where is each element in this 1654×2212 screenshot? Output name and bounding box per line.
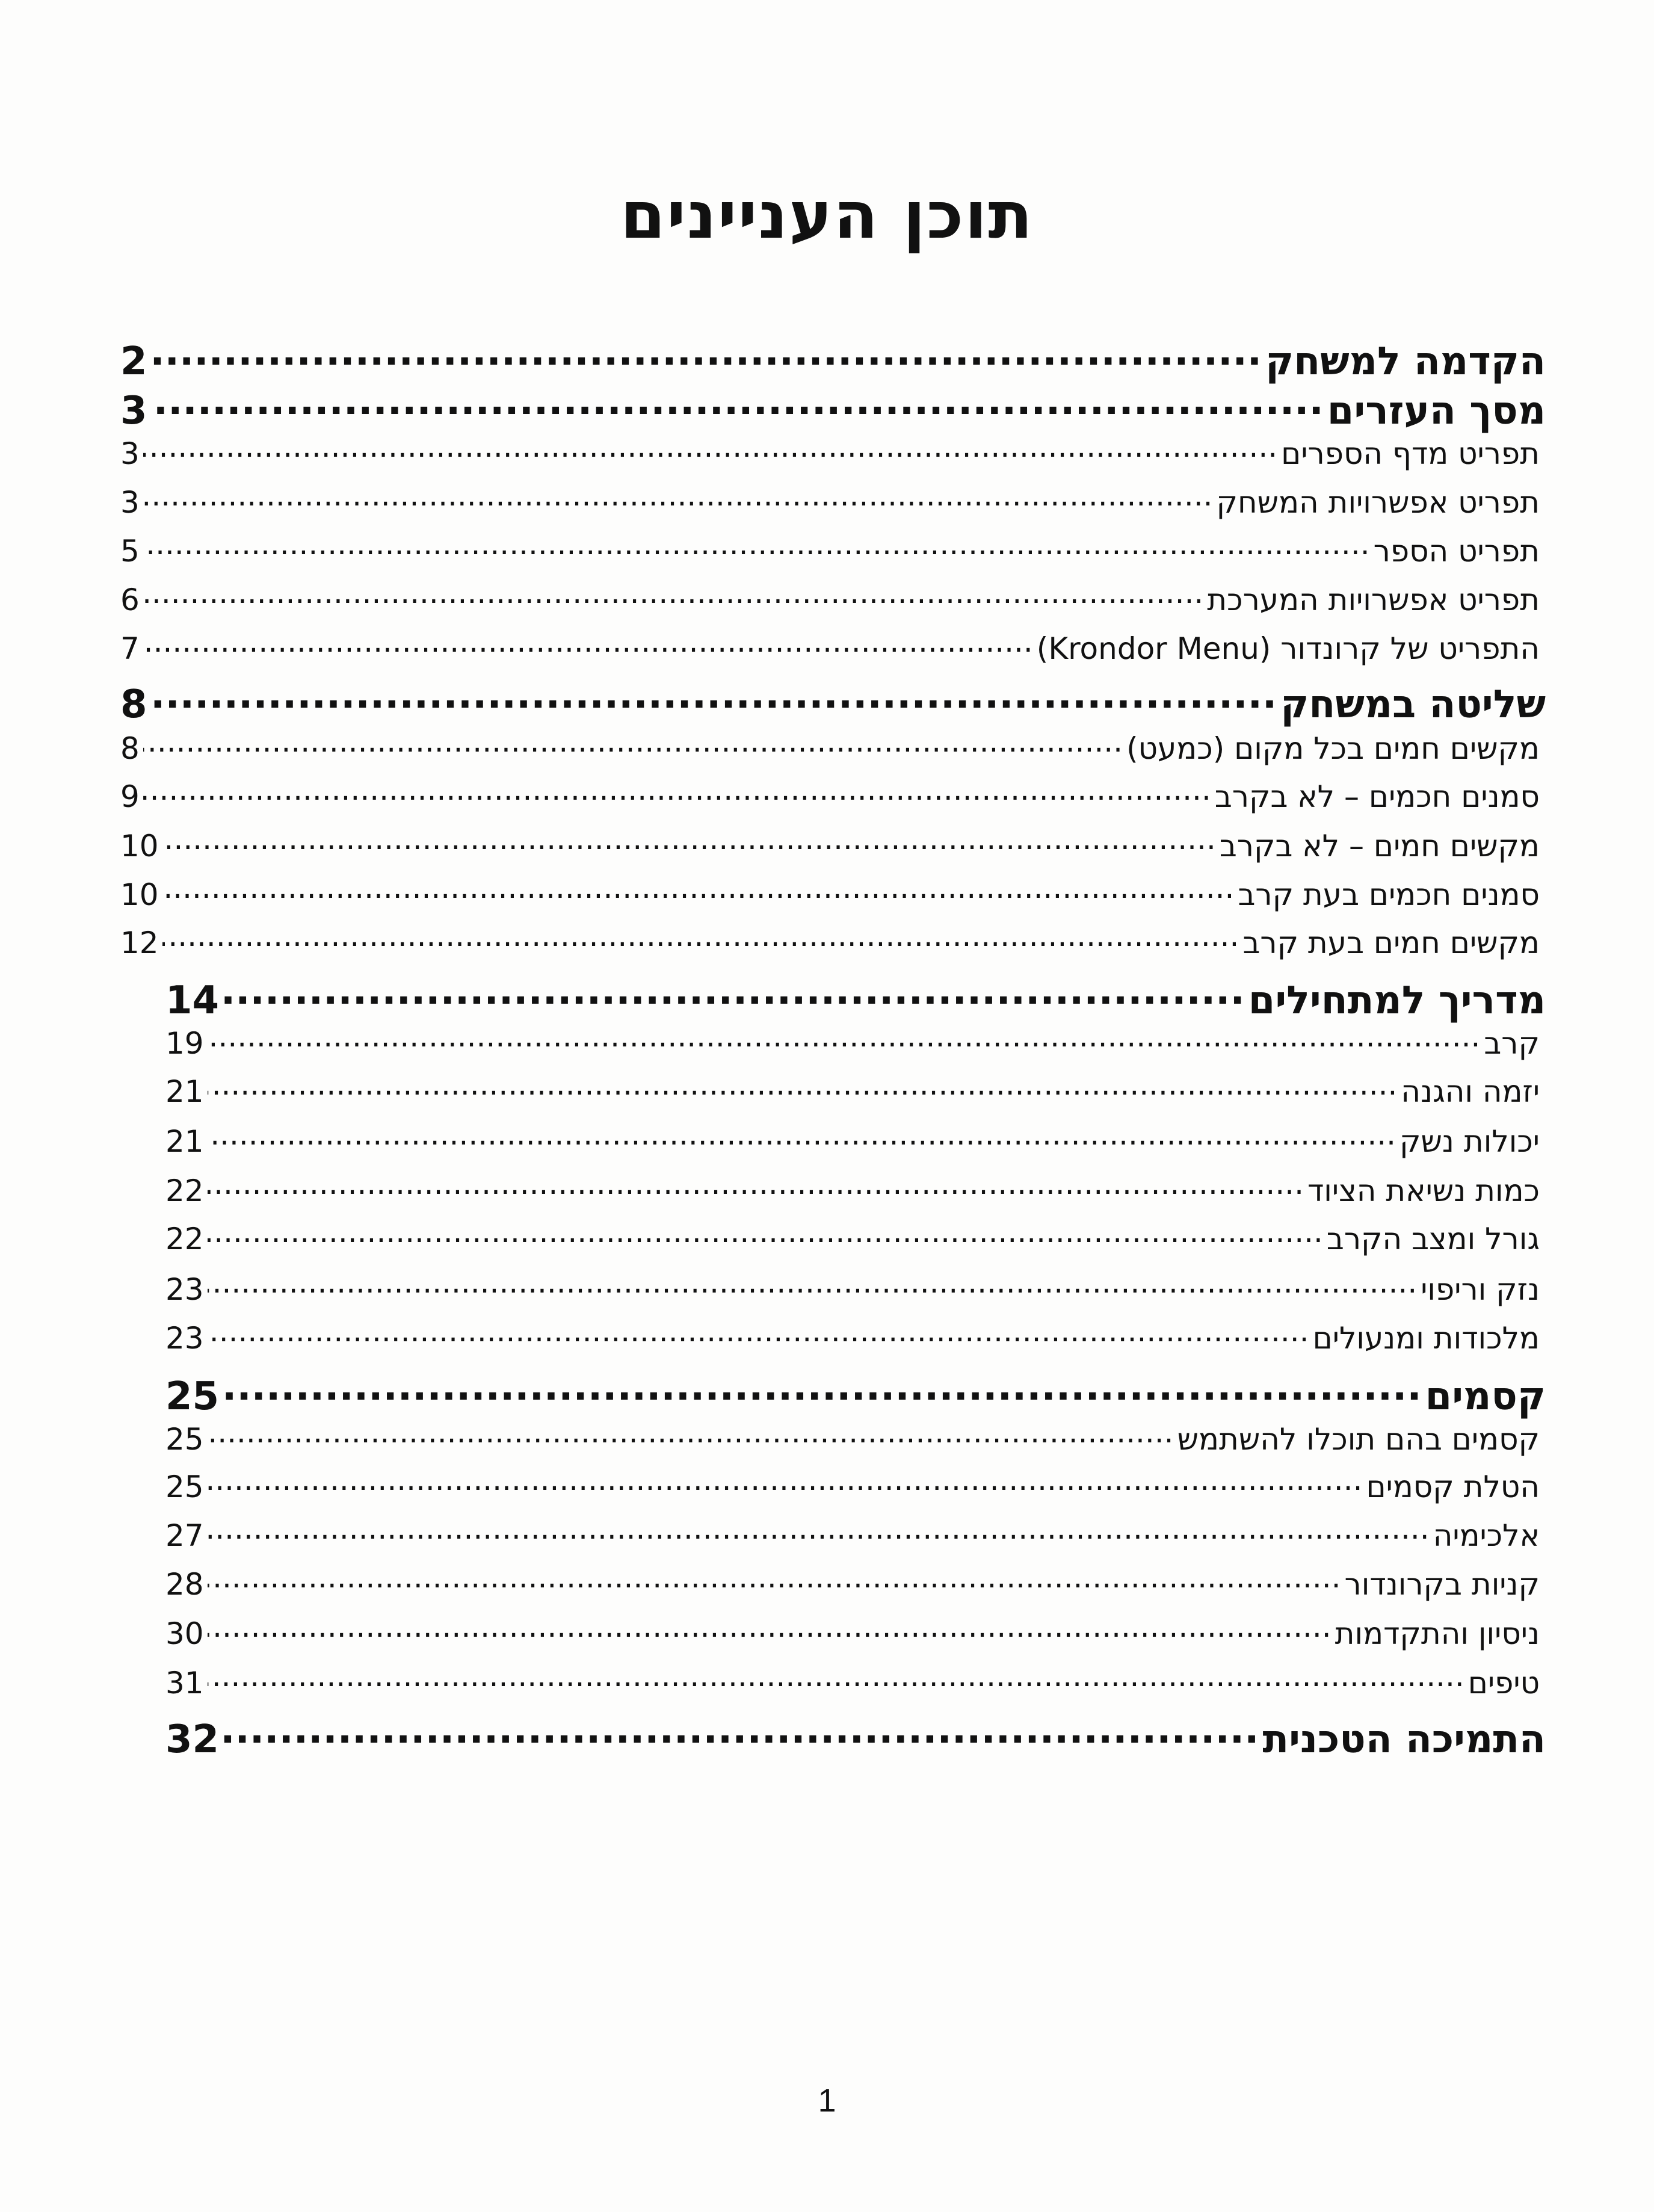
toc-subsection-entry: [165, 1560, 1540, 1602]
toc-subsection-entry: [165, 1067, 1540, 1109]
dot-leader: [223, 1708, 1259, 1752]
toc-subsection-entry: [165, 1314, 1540, 1356]
toc-entry-label: קסמים: [1425, 1374, 1546, 1419]
toc-entry-label: יכולות נשק: [1399, 1124, 1540, 1159]
toc-section-entry: [165, 969, 1546, 1023]
toc-entry-label: קניות בקרונדור: [1344, 1567, 1540, 1602]
dot-leader: [143, 478, 1213, 513]
dot-leader: [143, 772, 1211, 807]
toc-section-entry: [120, 330, 1546, 384]
toc-entry-label: יזמה והגנה: [1401, 1074, 1540, 1109]
toc-page-number: 8: [120, 731, 140, 766]
toc-entry-label: מדריך למתחילים: [1248, 978, 1546, 1023]
toc-subsection-entry: [165, 1019, 1540, 1061]
toc-subsection-entry: [165, 1511, 1540, 1553]
toc-section-entry: [165, 1365, 1546, 1419]
toc-entry-label: סמנים חכמים – לא בקרב: [1214, 779, 1540, 814]
toc-page-number: 31: [165, 1666, 204, 1701]
toc-entry-label: הקדמה למשחק: [1265, 339, 1546, 384]
toc-subsection-entry: [120, 870, 1540, 912]
page-number: 1: [818, 2083, 836, 2119]
toc-section-entry: [120, 379, 1546, 433]
toc-page-number: 3: [120, 485, 140, 520]
dot-leader: [162, 870, 1235, 905]
toc-page-number: 25: [165, 1374, 220, 1419]
toc-page-number: 32: [165, 1717, 220, 1762]
toc-page-number: 6: [120, 582, 140, 617]
dot-leader: [208, 1214, 1323, 1249]
toc-page-number: 25: [165, 1422, 204, 1457]
dot-leader: [223, 1365, 1422, 1409]
toc-entry-label: מקשים חמים – לא בקרב: [1219, 829, 1540, 863]
dot-leader: [143, 624, 1033, 659]
toc-page-number: 28: [165, 1567, 204, 1602]
toc-subsection-entry: [120, 478, 1540, 520]
dot-leader: [143, 527, 1370, 561]
toc-entry-label: גורל ומצב הקרב: [1326, 1222, 1540, 1256]
dot-leader: [208, 1658, 1464, 1693]
toc-entry-label: מקשים חמים בעת קרב: [1242, 925, 1540, 960]
dot-leader: [151, 673, 1277, 717]
dot-leader: [208, 1265, 1418, 1300]
toc-page-number: 25: [165, 1469, 204, 1504]
toc-page-number: 21: [165, 1074, 204, 1109]
toc-page-number: 19: [165, 1026, 204, 1061]
dot-leader: [208, 1166, 1304, 1201]
toc-page-number: 2: [120, 339, 147, 384]
toc-entry-label: קסמים בהם תוכלו להשתמש: [1177, 1422, 1540, 1457]
toc-page-number: 9: [120, 779, 140, 814]
dot-leader: [208, 1117, 1396, 1152]
toc-subsection-entry: [165, 1609, 1540, 1651]
toc-entry-label: כמות נשיאת הציוד: [1307, 1173, 1540, 1208]
dot-leader: [208, 1609, 1332, 1644]
toc-page-number: 10: [120, 829, 159, 863]
dot-leader: [143, 429, 1277, 464]
dot-leader: [143, 575, 1203, 610]
toc-page-number: 23: [165, 1272, 204, 1307]
toc-page-number: 30: [165, 1616, 204, 1651]
toc-entry-label: הטלת קסמים: [1366, 1469, 1540, 1504]
toc-entry-label: שליטה במשחק: [1280, 682, 1546, 727]
toc-subsection-entry: [120, 821, 1540, 863]
page-title: תוכן העניינים: [620, 178, 1034, 253]
dot-leader: [151, 330, 1262, 374]
toc-page-number: 7: [120, 631, 140, 666]
toc-entry-label: התפריט של קרונדור (Krondor Menu): [1036, 631, 1540, 666]
toc-entry-label: תפריט אפשרויות המערכת: [1207, 582, 1540, 617]
toc-subsection-entry: [120, 527, 1540, 569]
dot-leader: [208, 1067, 1398, 1102]
toc-entry-label: קרב: [1484, 1026, 1540, 1061]
dot-leader: [208, 1415, 1174, 1450]
toc-entry-label: התמיכה הטכנית: [1262, 1717, 1546, 1762]
dot-leader: [208, 1314, 1309, 1349]
toc-section-entry: [165, 1708, 1546, 1762]
dot-leader: [162, 918, 1239, 953]
toc-page-number: 3: [120, 436, 140, 471]
toc-section-entry: [120, 673, 1546, 727]
toc-page-number: 10: [120, 877, 159, 912]
toc-page-number: 5: [120, 534, 140, 569]
toc-entry-label: ניסיון והתקדמות: [1335, 1616, 1540, 1651]
toc-subsection-entry: [165, 1658, 1540, 1701]
toc-page-number: 23: [165, 1321, 204, 1356]
toc-subsection-entry: [165, 1462, 1540, 1504]
toc-subsection-entry: [165, 1166, 1540, 1208]
dot-leader: [208, 1019, 1481, 1054]
toc-entry-label: סמנים חכמים בעת קרב: [1238, 877, 1540, 912]
dot-leader: [162, 821, 1216, 856]
toc-entry-label: תפריט אפשרויות המשחק: [1216, 485, 1540, 520]
toc-entry-label: תפריט מדף הספרים: [1281, 436, 1540, 471]
table-of-contents: [0, 330, 1654, 1834]
dot-leader: [208, 1560, 1341, 1595]
toc-entry-label: מלכודות ומנעולים: [1312, 1321, 1540, 1356]
dot-leader: [151, 379, 1324, 424]
toc-subsection-entry: [120, 724, 1540, 766]
toc-subsection-entry: [165, 1265, 1540, 1307]
toc-subsection-entry: [165, 1415, 1540, 1457]
toc-subsection-entry: [120, 575, 1540, 617]
toc-page-number: 3: [120, 389, 147, 433]
toc-page-number: 27: [165, 1518, 204, 1553]
toc-entry-label: מסך העזרים: [1327, 389, 1546, 433]
toc-entry-label: תפריט הספר: [1373, 534, 1540, 569]
toc-page-number: 8: [120, 682, 147, 727]
toc-subsection-entry: [120, 624, 1540, 666]
toc-page-number: 22: [165, 1173, 204, 1208]
toc-page-number: 21: [165, 1124, 204, 1159]
toc-subsection-entry: [120, 429, 1540, 471]
toc-subsection-entry: [120, 772, 1540, 814]
toc-subsection-entry: [165, 1117, 1540, 1159]
toc-entry-label: מקשים חמים בכל מקום (כמעט): [1126, 731, 1540, 766]
toc-subsection-entry: [165, 1214, 1540, 1256]
toc-page-number: 14: [165, 978, 220, 1023]
toc-entry-label: טיפים: [1467, 1666, 1540, 1701]
dot-leader: [208, 1462, 1363, 1497]
dot-leader: [223, 969, 1245, 1013]
toc-page-number: 12: [120, 925, 159, 960]
toc-subsection-entry: [120, 918, 1540, 960]
toc-entry-label: אלכימיה: [1433, 1518, 1540, 1553]
dot-leader: [143, 724, 1123, 759]
toc-entry-label: נזק וריפוי: [1421, 1272, 1540, 1307]
dot-leader: [208, 1511, 1430, 1546]
toc-page-number: 22: [165, 1222, 204, 1256]
